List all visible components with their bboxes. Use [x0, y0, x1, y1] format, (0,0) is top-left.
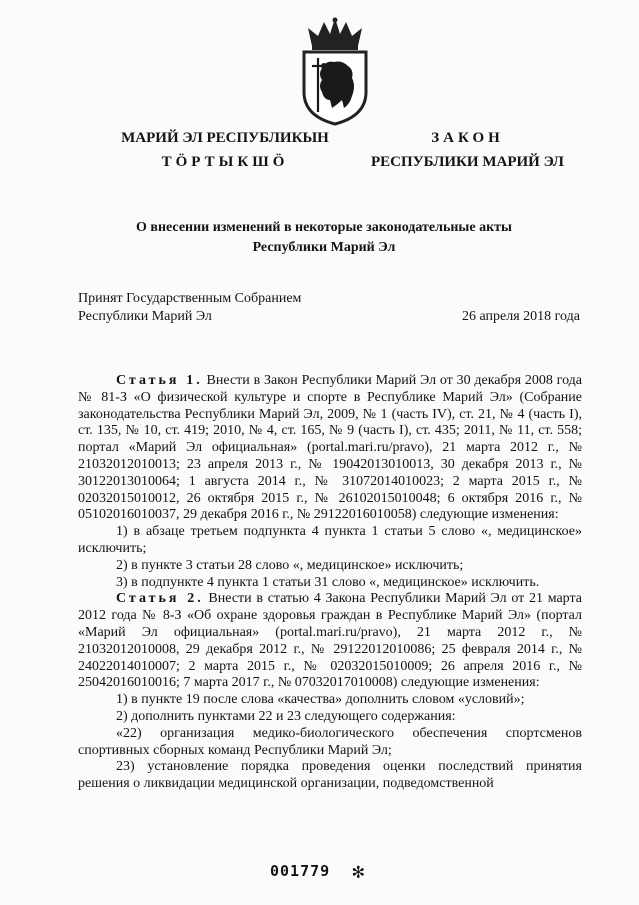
header-right	[345, 129, 590, 171]
article-1-item: 1) в абзаце третьем подпункта 4 пункта 1 статьи 5 слово «, медицинское» исключить;	[78, 524, 582, 556]
article-2-item: 23) установление порядка проведения оценки последствий принятия решения о ликвидации медицинской организации, подведомственной	[78, 759, 582, 792]
title-line2: Республики Марий Эл	[252, 240, 396, 255]
article-2-text: Внести в статью 4 Закона Республики Марий Эл от 21 марта 2012 года № 8-З «Об охране здоровья граждан в Республике Марий Эл» (портал «Марий Эл официальная» (portal.mari.ru/pravo), 21 марта 2012 г., № 21032012010008, 29 декабря 2012 г., № 29122012010086; 25 февраля 2014 г., № 24022014010007; 2 марта 2015 г., № 02032015010009; 26 апреля 2016 г., № 25042016010016; 7 марта 2017 г., № 07032017010008) следующие изменения:	[78, 591, 583, 691]
article-2-label: Статья 2.	[116, 591, 204, 607]
coat-of-arms-bear-icon	[292, 16, 378, 128]
header-right-line2: РЕСПУБЛИКИ МАРИЙ ЭЛ	[370, 154, 564, 170]
title-line1: О внесении изменений в некоторые законодательные акты	[136, 220, 512, 235]
asterisk-icon: ✻	[352, 859, 366, 883]
header-left-line2: ТӦРТЫКШӦ	[161, 154, 289, 170]
serial-number: 001779	[270, 862, 331, 880]
adopted-line1: Принят Государственным Собранием	[78, 291, 302, 306]
article-2-item: 1) в пункте 19 после слова «качества» дополнить словом «условий»;	[116, 692, 525, 708]
article-1-text: Внести в Закон Республики Марий Эл от 30 декабря 2008 года № 81-З «О физической культуре и спорте в Республике Марий Эл» (Собрание законодательства Республики Марий Эл, 2009, № 1 (часть IV), ст. 21, № 4 (часть I), ст. 135, № 10, ст. 419; 2010, № 4, ст. 165, № 9 (часть I), ст. 435; 2011, № 11, ст. 558; портал «Марий Эл официальная» (portal.mari.ru/pravo), 21 марта 2012 г., № 21032012010013; 23 апреля 2013 г., № 19042013010013, 30 декабря 2013 г., № 30122013010064; 1 августа 2014 г., № 31072014010023; 2 марта 2015 г., № 02032015010012, 26 октября 2015 г., № 26102015010048; 6 октября 2016 г., № 05102016010037, 29 декабря 2016 г., № 29122016010058) следующие изменения:	[78, 373, 582, 523]
footer-serial	[270, 857, 410, 881]
law-body	[78, 373, 582, 793]
header-left	[105, 129, 345, 171]
article-1-item: 3) в подпункте 4 пункта 1 статьи 31 слово «, медицинское» исключить.	[116, 574, 540, 590]
header-right-line1: ЗАКОН	[431, 130, 504, 146]
article-2-item: «22) организация медико-биологического обеспечения спортсменов спортивных сборных команд Республики Марий Эл;	[78, 725, 582, 758]
article-2	[78, 591, 582, 692]
adoption-date: 26 апреля 2018 года	[462, 309, 580, 324]
article-1-item: 2) в пункте 3 статьи 28 слово «, медицинское» исключить;	[116, 557, 464, 573]
article-1-label: Статья 1.	[116, 373, 203, 388]
article-2-item: 2) дополнить пунктами 22 и 23 следующего содержания:	[116, 708, 456, 724]
article-1	[78, 373, 582, 524]
document-title	[60, 218, 588, 258]
adopted-line2: Республики Марий Эл	[78, 309, 212, 324]
header-left-line1: МАРИЙ ЭЛ РЕСПУБЛИКЫН	[121, 130, 329, 146]
adoption-block	[78, 290, 582, 326]
